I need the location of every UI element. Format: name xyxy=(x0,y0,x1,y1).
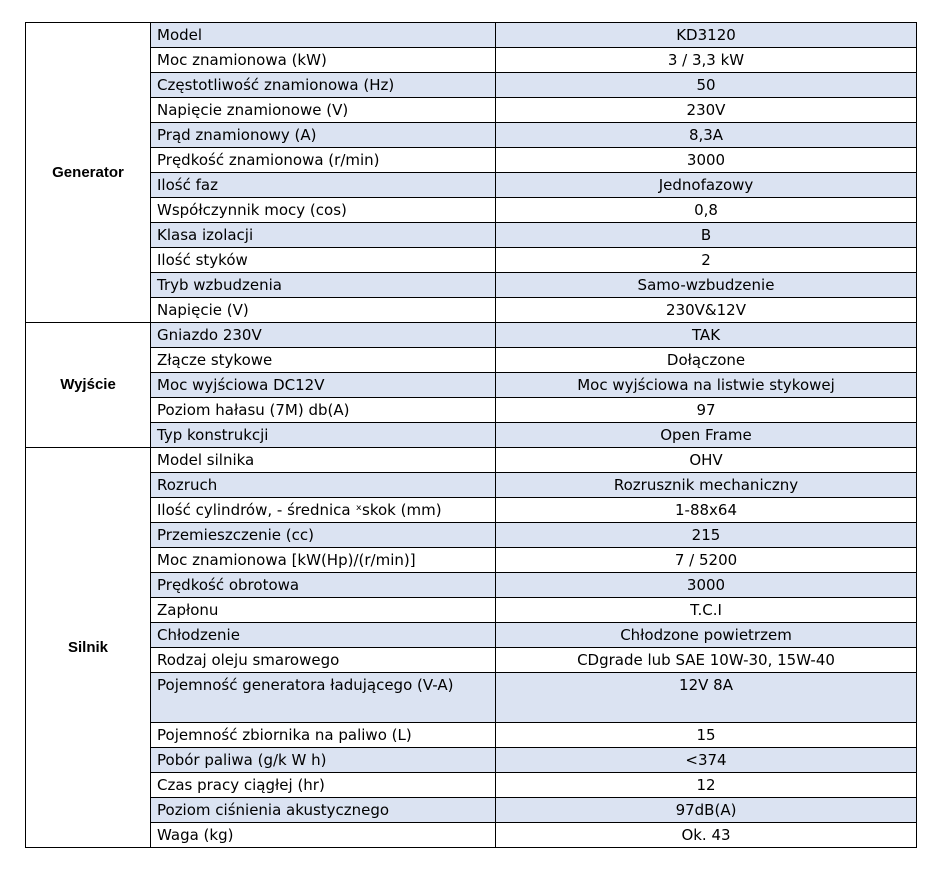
table-row xyxy=(26,823,917,848)
parameter-name: Ilość faz xyxy=(151,173,496,198)
parameter-value: Dołączone xyxy=(496,348,917,373)
parameter-value: 97dB(A) xyxy=(496,798,917,823)
table-row xyxy=(26,373,917,398)
parameter-name: Czas pracy ciągłej (hr) xyxy=(151,773,496,798)
table-row xyxy=(26,98,917,123)
parameter-value: 97 xyxy=(496,398,917,423)
parameter-value: 215 xyxy=(496,523,917,548)
table-row xyxy=(26,323,917,348)
parameter-value: 230V xyxy=(496,98,917,123)
parameter-value: B xyxy=(496,223,917,248)
parameter-name: Poziom hałasu (7M) db(A) xyxy=(151,398,496,423)
parameter-name: Klasa izolacji xyxy=(151,223,496,248)
table-row xyxy=(26,423,917,448)
table-row xyxy=(26,598,917,623)
table-row xyxy=(26,273,917,298)
parameter-value: Moc wyjściowa na listwie stykowej xyxy=(496,373,917,398)
parameter-value: 12 xyxy=(496,773,917,798)
parameter-name: Napięcie znamionowe (V) xyxy=(151,98,496,123)
parameter-name: Zapłonu xyxy=(151,598,496,623)
parameter-value: Jednofazowy xyxy=(496,173,917,198)
table-row xyxy=(26,673,917,723)
table-row xyxy=(26,623,917,648)
parameter-value: T.C.I xyxy=(496,598,917,623)
parameter-name: Częstotliwość znamionowa (Hz) xyxy=(151,73,496,98)
parameter-name: Prędkość znamionowa (r/min) xyxy=(151,148,496,173)
parameter-value: 3000 xyxy=(496,573,917,598)
table-row xyxy=(26,448,917,473)
parameter-name: Moc znamionowa (kW) xyxy=(151,48,496,73)
parameter-name: Pojemność generatora ładującego (V-A) xyxy=(151,673,496,723)
parameter-name: Współczynnik mocy (cos) xyxy=(151,198,496,223)
parameter-value: Open Frame xyxy=(496,423,917,448)
table-row xyxy=(26,198,917,223)
parameter-value: 15 xyxy=(496,723,917,748)
parameter-name: Złącze stykowe xyxy=(151,348,496,373)
group-label: Generator xyxy=(26,23,151,323)
parameter-name: Waga (kg) xyxy=(151,823,496,848)
parameter-value: Rozrusznik mechaniczny xyxy=(496,473,917,498)
parameter-name: Model silnika xyxy=(151,448,496,473)
parameter-name: Tryb wzbudzenia xyxy=(151,273,496,298)
parameter-value: Chłodzone powietrzem xyxy=(496,623,917,648)
table-row xyxy=(26,648,917,673)
parameter-name: Rozruch xyxy=(151,473,496,498)
table-row xyxy=(26,73,917,98)
table-row xyxy=(26,398,917,423)
parameter-value: Ok. 43 xyxy=(496,823,917,848)
table-row xyxy=(26,523,917,548)
parameter-value: 0,8 xyxy=(496,198,917,223)
spec-table-body xyxy=(26,23,917,848)
table-row xyxy=(26,248,917,273)
parameter-name: Napięcie (V) xyxy=(151,298,496,323)
parameter-name: Przemieszczenie (cc) xyxy=(151,523,496,548)
parameter-name: Ilość cylindrów, - średnica ˣskok (mm) xyxy=(151,498,496,523)
parameter-value: 8,3A xyxy=(496,123,917,148)
parameter-value: 50 xyxy=(496,73,917,98)
parameter-value: 230V&12V xyxy=(496,298,917,323)
parameter-name: Gniazdo 230V xyxy=(151,323,496,348)
table-row xyxy=(26,148,917,173)
parameter-name: Pojemność zbiornika na paliwo (L) xyxy=(151,723,496,748)
parameter-value: 12V 8A xyxy=(496,673,917,723)
group-label: Wyjście xyxy=(26,323,151,448)
spec-table xyxy=(25,22,917,848)
parameter-name: Prąd znamionowy (A) xyxy=(151,123,496,148)
parameter-name: Moc wyjściowa DC12V xyxy=(151,373,496,398)
table-row xyxy=(26,223,917,248)
table-row xyxy=(26,173,917,198)
table-row xyxy=(26,548,917,573)
table-row xyxy=(26,723,917,748)
table-row xyxy=(26,773,917,798)
table-row xyxy=(26,798,917,823)
parameter-value: 1-88x64 xyxy=(496,498,917,523)
parameter-name: Moc znamionowa [kW(Hp)/(r/min)] xyxy=(151,548,496,573)
parameter-name: Ilość styków xyxy=(151,248,496,273)
parameter-name: Chłodzenie xyxy=(151,623,496,648)
group-label: Silnik xyxy=(26,448,151,848)
parameter-value: 7 / 5200 xyxy=(496,548,917,573)
parameter-name: Prędkość obrotowa xyxy=(151,573,496,598)
table-row xyxy=(26,123,917,148)
table-row xyxy=(26,573,917,598)
table-row xyxy=(26,48,917,73)
parameter-value: TAK xyxy=(496,323,917,348)
table-row xyxy=(26,298,917,323)
parameter-name: Model xyxy=(151,23,496,48)
parameter-name: Rodzaj oleju smarowego xyxy=(151,648,496,673)
table-row xyxy=(26,348,917,373)
parameter-value: 3000 xyxy=(496,148,917,173)
parameter-name: Poziom ciśnienia akustycznego xyxy=(151,798,496,823)
parameter-value: <374 xyxy=(496,748,917,773)
parameter-value: OHV xyxy=(496,448,917,473)
table-row xyxy=(26,498,917,523)
parameter-value: KD3120 xyxy=(496,23,917,48)
table-row xyxy=(26,473,917,498)
parameter-value: CDgrade lub SAE 10W-30, 15W-40 xyxy=(496,648,917,673)
parameter-value: 2 xyxy=(496,248,917,273)
parameter-name: Pobór paliwa (g/k W h) xyxy=(151,748,496,773)
table-row xyxy=(26,748,917,773)
table-row xyxy=(26,23,917,48)
parameter-value: 3 / 3,3 kW xyxy=(496,48,917,73)
parameter-value: Samo-wzbudzenie xyxy=(496,273,917,298)
parameter-name: Typ konstrukcji xyxy=(151,423,496,448)
